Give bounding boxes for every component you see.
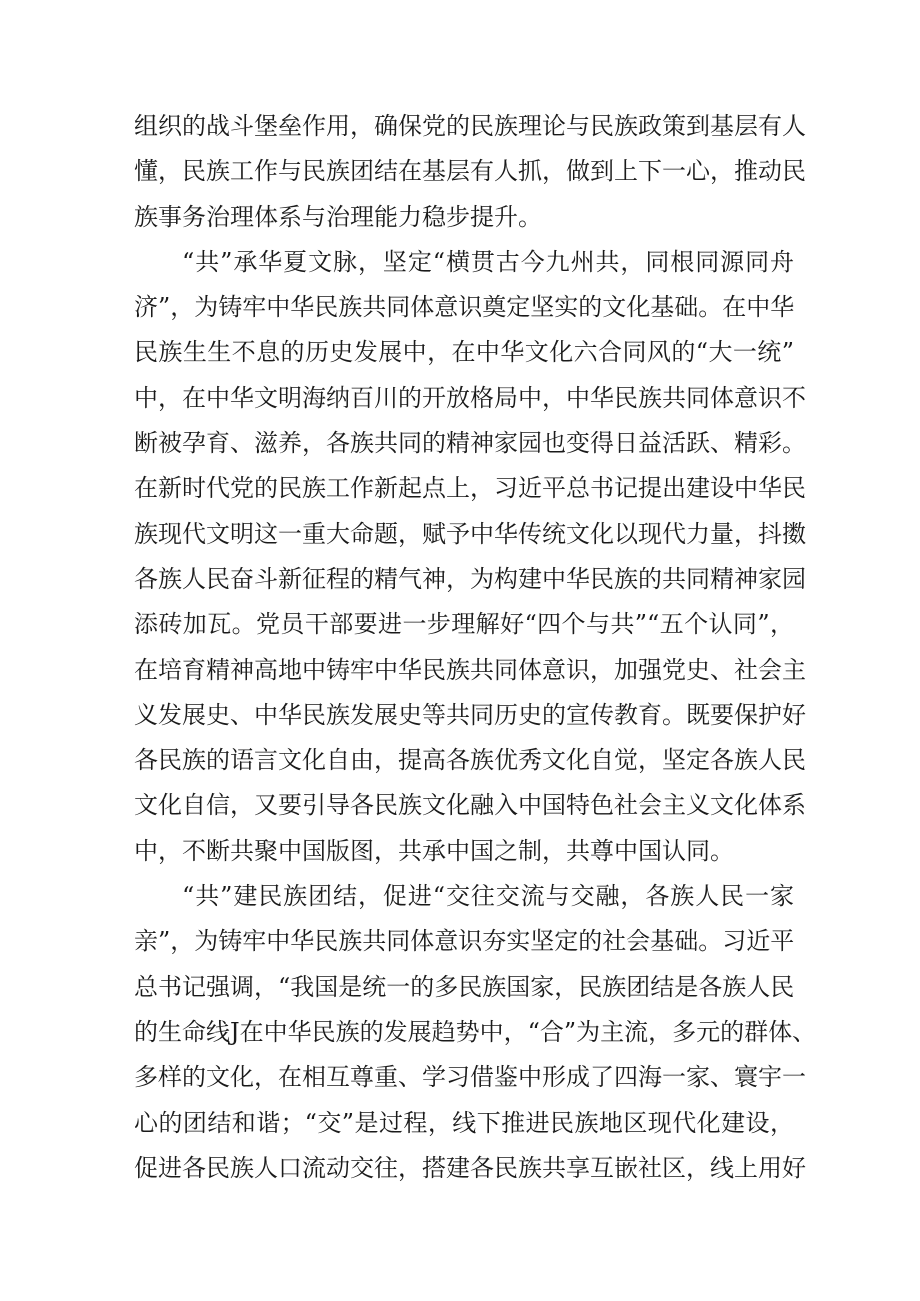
text-line: 添砖加瓦。党员干部要进一步理解好“四个与共”“五个认同”，	[134, 610, 794, 639]
text-line: 义发展史、中华民族发展史等共同历史的宣传教育。既要保护好	[134, 700, 806, 729]
text-line: 促进各民族人口流动交往，搭建各民族共享互嵌社区，线上用好	[134, 1153, 806, 1182]
text-line: 在新时代党的民族工作新起点上，习近平总书记提出建设中华民	[134, 474, 806, 503]
text-line: 民族生生不息的历史发展中，在中华文化六合同风的“大一统”	[134, 338, 794, 367]
text-line: “共”承华夏文脉，坚定“横贯古今九州共，同根同源同舟	[182, 247, 794, 276]
text-line: 断被孕育、滋养，各族共同的精神家园也变得日益活跃、精彩。	[134, 429, 806, 458]
document-body	[134, 104, 817, 1191]
text-line: 在培育精神高地中铸牢中华民族共同体意识，加强党史、社会主	[134, 655, 806, 684]
text-line: “共”建民族团结，促进“交往交流与交融，各族人民一家	[182, 882, 794, 911]
paragraph	[134, 240, 806, 874]
text-line: 族事务治理体系与治理能力稳步提升。	[134, 202, 542, 231]
text-line: 亲”，为铸牢中华民族共同体意识夯实坚定的社会基础。习近平	[134, 927, 795, 956]
text-line: 各民族的语言文化自由，提高各族优秀文化自觉，坚定各族人民	[134, 746, 806, 775]
text-line: 的生命线J在中华民族的发展趋势中，“合”为主流，多元的群体、	[134, 1017, 817, 1046]
text-line: 各族人民奋斗新征程的精气神，为构建中华民族的共同精神家园	[134, 564, 806, 593]
text-line: 心的团结和谐；“交”是过程，线下推进民族地区现代化建设，	[134, 1108, 794, 1137]
text-line: 总书记强调，“我国是统一的多民族国家，民族团结是各族人民	[134, 972, 795, 1001]
text-line: 中，不断共聚中国版图，共承中国之制，共尊中国认同。	[134, 836, 734, 865]
text-line: 族现代文明这一重大命题，赋予中华传统文化以现代力量，抖擞	[134, 519, 806, 548]
text-line: 组织的战斗堡垒作用，确保党的民族理论与民族政策到基层有人	[134, 112, 806, 140]
text-line: 多样的文化，在相互尊重、学习借鉴中形成了四海一家、寰宇一	[134, 1063, 806, 1092]
paragraph	[134, 874, 817, 1191]
text-line: 懂，民族工作与民族团结在基层有人抓，做到上下一心，推动民	[134, 157, 806, 186]
text-line: 济”，为铸牢中华民族共同体意识奠定坚实的文化基础。在中华	[134, 293, 795, 322]
paragraph	[134, 104, 806, 240]
text-line: 文化自信，又要引导各民族文化融入中国特色社会主义文化体系	[134, 791, 806, 820]
text-line: 中，在中华文明海纳百川的开放格局中，中华民族共同体意识不	[134, 383, 806, 412]
